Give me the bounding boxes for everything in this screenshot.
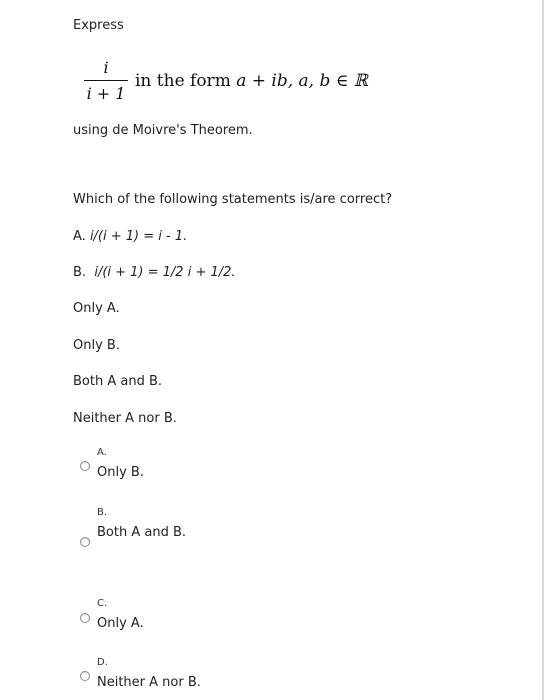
choice-list-item: Both A and B.	[73, 374, 163, 389]
form-description	[135, 71, 368, 91]
answer-b-letter: B.	[97, 507, 108, 518]
answer-d-letter: D.	[97, 657, 108, 668]
answer-c-radio[interactable]	[80, 613, 90, 623]
choice-list-item: Neither A nor B.	[73, 411, 177, 426]
answer-a-label[interactable]: Only B.	[97, 465, 144, 480]
statement-b	[73, 265, 236, 280]
fraction-denominator: i + 1	[86, 84, 126, 103]
fraction-expression	[84, 58, 128, 104]
answer-c-letter: C.	[97, 598, 108, 609]
answer-b-radio[interactable]	[80, 537, 90, 547]
fraction-numerator: i	[103, 58, 109, 77]
answer-a-letter: A.	[97, 447, 107, 458]
fraction-bar	[84, 80, 128, 81]
question-prompt: Which of the following statements is/are correct?	[73, 192, 393, 207]
statement-a	[73, 229, 187, 244]
answer-d-label[interactable]: Neither A nor B.	[97, 675, 201, 690]
statement-b-label: B.	[73, 265, 87, 280]
statement-b-text: i/(i + 1) = 1/2 i + 1/2.	[94, 265, 236, 280]
answer-a-radio[interactable]	[80, 461, 90, 471]
statement-a-text: i/(i + 1) = i - 1.	[89, 229, 188, 244]
statement-a-label: A.	[73, 229, 86, 244]
form-text: in the form	[135, 71, 231, 91]
choice-list-item: Only A.	[73, 301, 120, 316]
answer-b-label[interactable]: Both A and B.	[97, 525, 187, 540]
answer-d-radio[interactable]	[80, 671, 90, 681]
question-intro: Express	[73, 18, 124, 33]
form-expression: a + ib, a, b ∈ ℝ	[236, 71, 368, 91]
choice-list-item: Only B.	[73, 338, 120, 353]
answer-c-label[interactable]: Only A.	[97, 616, 144, 631]
method-text: using de Moivre's Theorem.	[73, 123, 253, 138]
